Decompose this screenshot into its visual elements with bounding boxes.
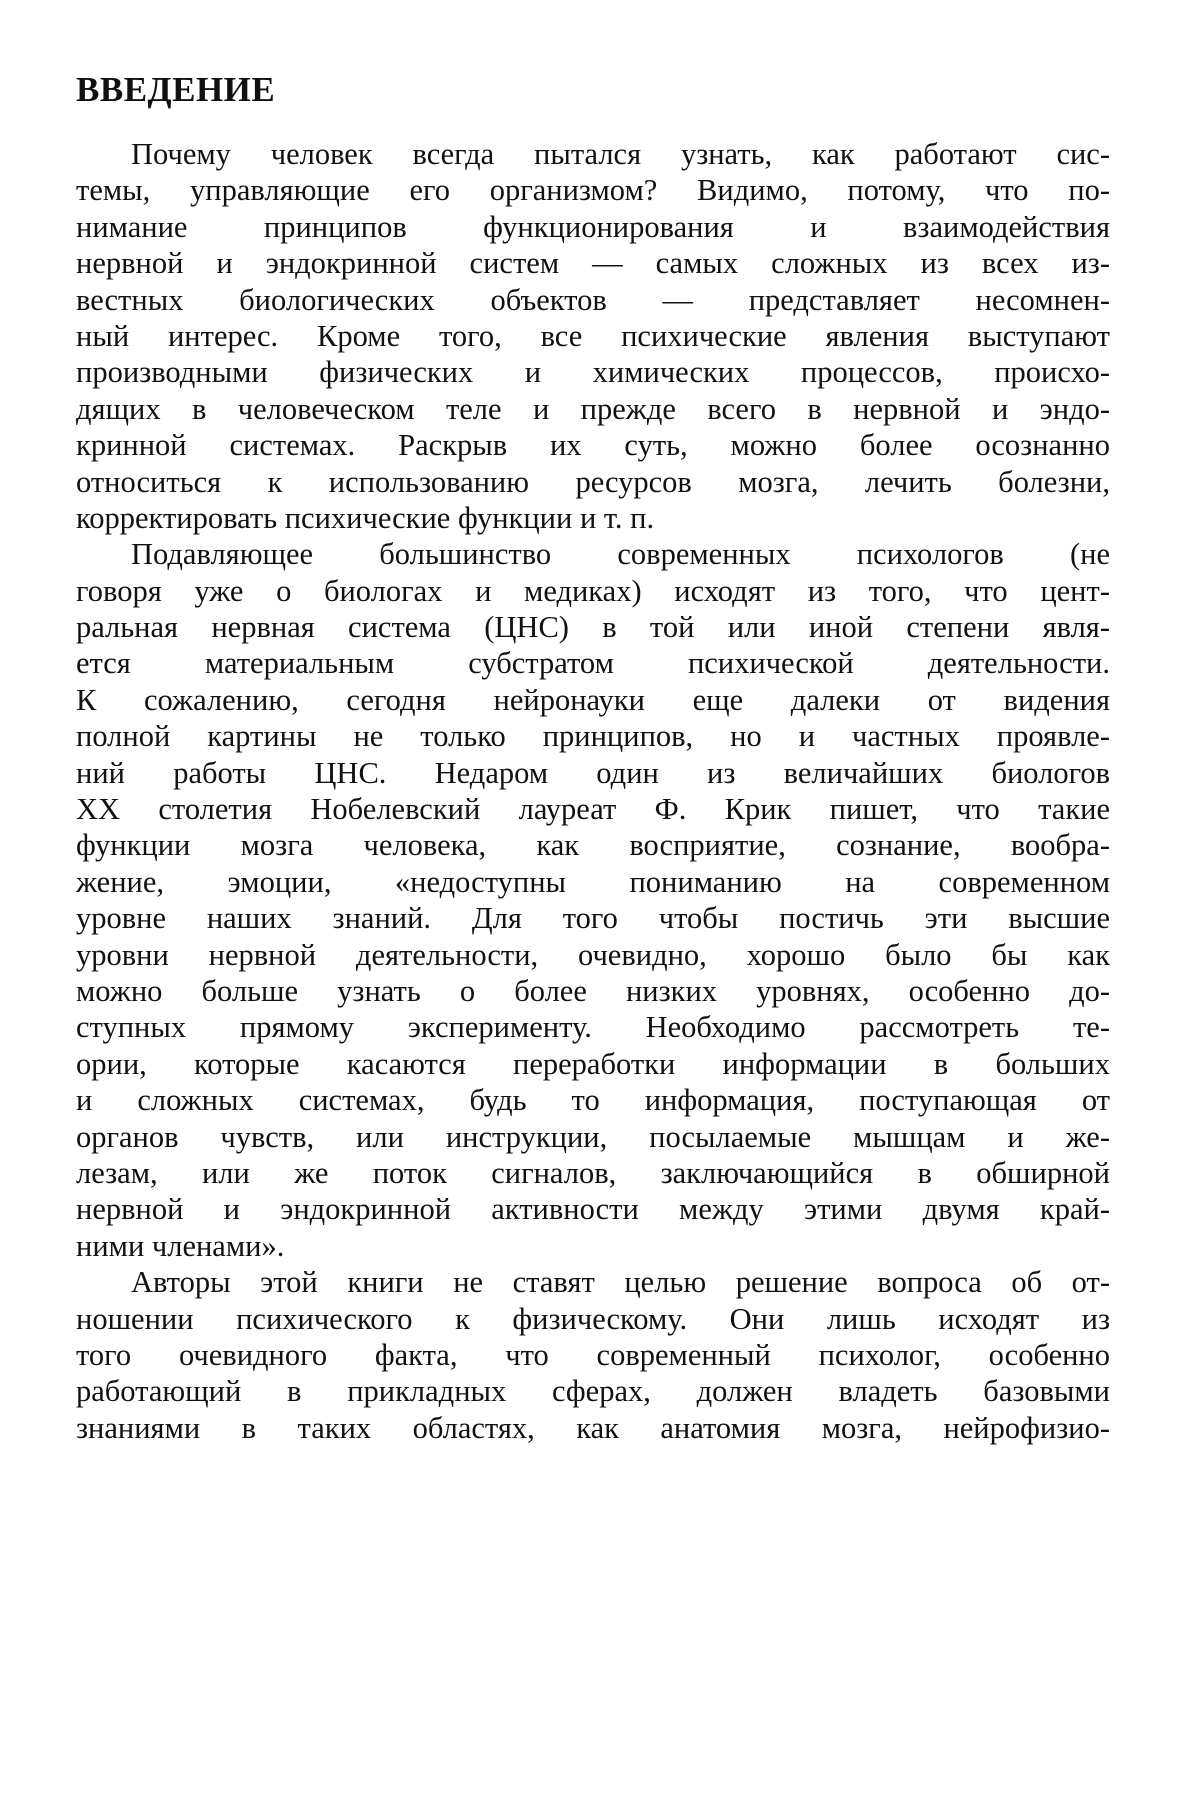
text-line: ории, которые касаются переработки информации в больших xyxy=(76,1046,1110,1081)
text-line: корректировать психические функции и т. п. xyxy=(76,500,655,535)
paragraph-2 xyxy=(76,536,1110,1264)
text-line: нервной и эндокринной систем — самых сложных из всех из- xyxy=(76,246,1110,281)
text-line: функции мозга человека, как восприятие, сознание, вообра- xyxy=(76,828,1110,863)
text-line: ется материальным субстратом психической деятельности. xyxy=(76,646,1110,681)
text-line: ральная нервная система (ЦНС) в той или иной степени явля- xyxy=(76,610,1110,645)
text-line: органов чувств, или инструкции, посылаемые мышцам и же- xyxy=(76,1119,1110,1154)
text-line: К сожалению, сегодня нейронауки еще далеки от видения xyxy=(76,682,1110,717)
text-line: XX столетия Нобелевский лауреат Ф. Крик пишет, что такие xyxy=(76,792,1110,827)
text-line: ними членами». xyxy=(76,1228,285,1263)
text-line: ступных прямому эксперименту. Необходимо рассмотреть те- xyxy=(76,1010,1110,1045)
text-line: нервной и эндокринной активности между этими двумя край- xyxy=(76,1192,1110,1227)
text-line: ный интерес. Кроме того, все психические явления выступают xyxy=(76,318,1110,353)
text-line: относиться к использованию ресурсов мозга, лечить болезни, xyxy=(76,464,1110,499)
text-line: уровне наших знаний. Для того чтобы постичь эти высшие xyxy=(76,901,1110,936)
text-line: знаниями в таких областях, как анатомия мозга, нейрофизио- xyxy=(76,1410,1110,1445)
body-text xyxy=(76,136,1110,1446)
text-line: ношении психического к физическому. Они лишь исходят из xyxy=(76,1301,1110,1336)
text-line: нимание принципов функционирования и взаимодействия xyxy=(76,209,1110,244)
text-line: жение, эмоции, «недоступны пониманию на современном xyxy=(76,864,1110,899)
chapter-heading: ВВЕДЕНИЕ xyxy=(76,70,276,109)
text-line: лезам, или же поток сигналов, заключающийся в обширной xyxy=(76,1155,1110,1190)
text-line: Подавляющее большинство современных психологов (не xyxy=(131,537,1110,572)
text-line: Почему человек всегда пытался узнать, как работают сис- xyxy=(131,137,1110,171)
text-line: и сложных системах, будь то информация, поступающая от xyxy=(76,1083,1110,1118)
text-line: можно больше узнать о более низких уровнях, особенно до- xyxy=(76,973,1110,1008)
text-line: работающий в прикладных сферах, должен владеть базовыми xyxy=(76,1374,1110,1409)
paragraph-3 xyxy=(76,1264,1110,1446)
text-line: ний работы ЦНС. Недаром один из величайших биологов xyxy=(76,755,1110,790)
text-line: вестных биологических объектов — представляет несомнен- xyxy=(76,282,1110,317)
text-line: кринной системах. Раскрыв их суть, можно более осознанно xyxy=(76,428,1110,463)
text-line: уровни нервной деятельности, очевидно, хорошо было бы как xyxy=(76,937,1110,972)
text-line: Авторы этой книги не ставят целью решение вопроса об от- xyxy=(131,1265,1110,1300)
text-line: дящих в человеческом теле и прежде всего в нервной и эндо- xyxy=(76,391,1110,426)
text-line: говоря уже о биологах и медиках) исходят из того, что цент- xyxy=(76,573,1110,608)
text-line: темы, управляющие его организмом? Видимо, потому, что по- xyxy=(76,173,1110,208)
paragraph-1 xyxy=(76,136,1110,536)
text-line: того очевидного факта, что современный психолог, особенно xyxy=(76,1337,1110,1372)
text-line: производными физических и химических процессов, происхо- xyxy=(76,355,1110,390)
text-line: полной картины не только принципов, но и частных проявле- xyxy=(76,719,1110,754)
